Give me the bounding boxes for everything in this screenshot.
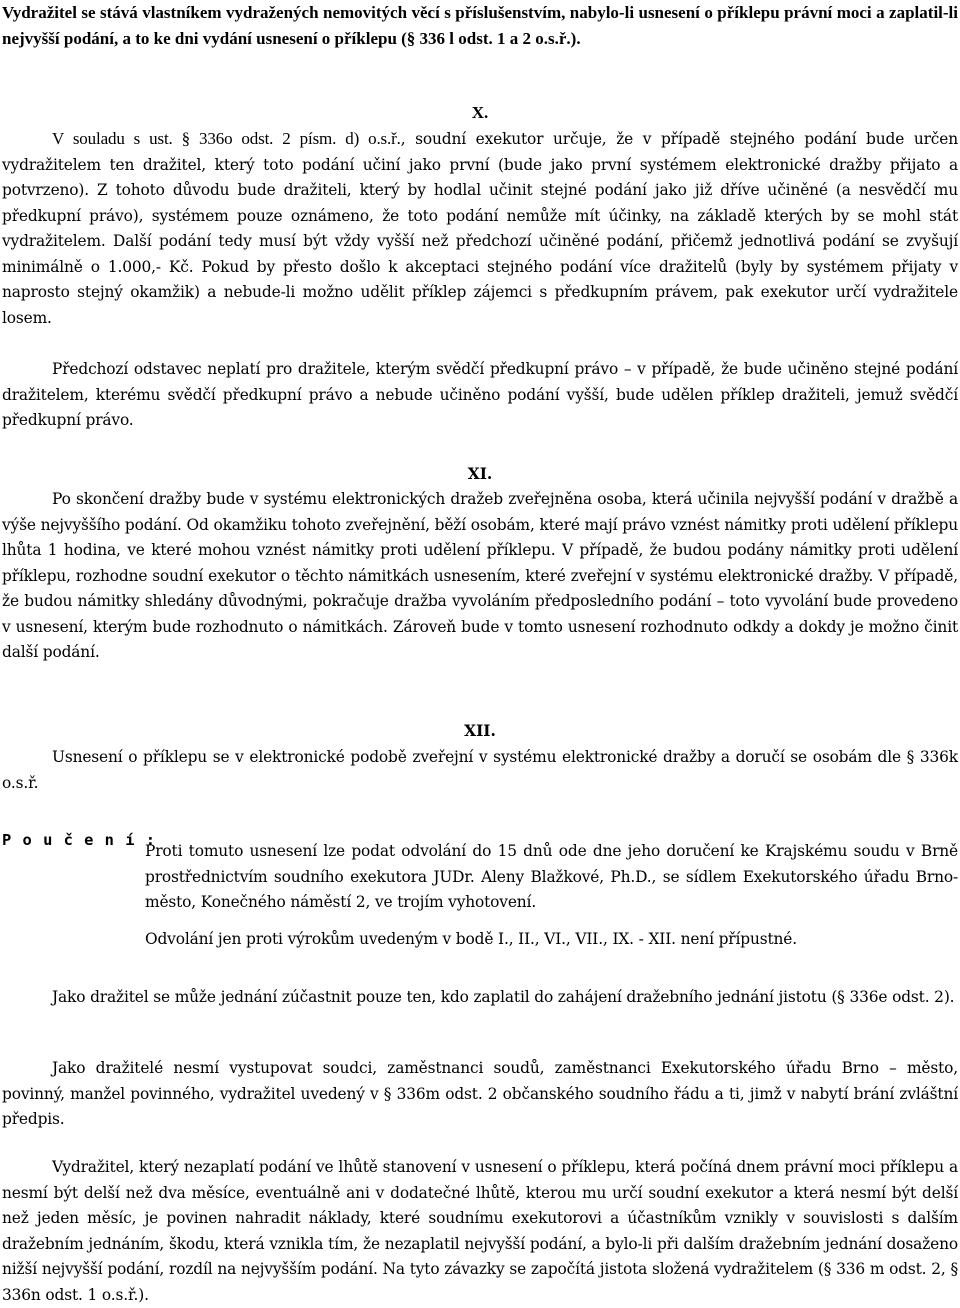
section-x-text: , soudní exekutor určuje, že v případě stejného podání bude určen vydražitelem ten dražitel, který toto podání učiní jako první (bude jako první systémem elektronické dražby přijato a potvrzeno). Z tohoto důvodu bude dražiteli, který by hodlal učinit stejné podání jako již dříve učiněné (a nesvědčí mu předkupní právo), systémem pouze oznámeno, že toto podání nemůže mít účinky, na základě kterých by se mohl stát vydražitelem. Další podání tedy musí být vždy vyšší než předchozí učiněné podání, přičemž jednotlivá podání se zvyšují minimálně o 1.000,- Kč. Pokud by přesto došlo k akceptaci stejného podání více dražitelů (byly by systémem přijaty v naprosto stejný okamžik) a nebude-li možno udělit příklep zájemci s předkupním právem, pak exekutor určí vydražitele losem. — [2, 130, 958, 327]
section-x-intro: V souladu s ust. § 336o odst. 2 písm. d) o.s.ř. — [52, 129, 401, 148]
ownership-paragraph: Vydražitel se stává vlastníkem vydražených nemovitých věcí s příslušenstvím, nabylo-li usnesení o příklepu právní moci a zaplatil-li nejvyšší podání, a to ke dni vydání usnesení o příklepu (§ 336 l odst. 1 a 2 o.s.ř.). — [2, 3, 958, 48]
section-x-paragraph — [2, 126, 958, 331]
section-x-heading: X. — [471, 103, 489, 122]
closing-paragraph-1: Jako dražitel se může jednání zúčastnit pouze ten, kdo zaplatil do zahájení dražebního jednání jistotu (§ 336e odst. 2). — [52, 988, 955, 1006]
notice-label: P o u č e n í : — [2, 831, 156, 849]
section-xi-paragraph: Po skončení dražby bude v systému elektronických dražeb zveřejněna osoba, která učinila nejvyšší podání v dražbě a výše nejvyššího podání. Od okamžiku tohoto zveřejnění, běží osobám, které mají právo vznést námitky proti udělení příklepu lhůta 1 hodina, ve které mohou vznést námitky proti udělení příklepu. V případě, že budou podány námitky proti udělení příklepu, rozhodne soudní exekutor o těchto námitkách usnesením, které zveřejní v systému elektronické dražby. V případě, že budou námitky shledány důvodnými, pokračuje dražba vyvoláním předposledního podání – toto vyvolání bude provedeno v usnesení, kterým bude rozhodnuto o námitkách. Zároveň bude v tomto usnesení rozhodnuto odkdy a dokdy je možno činit další podání. — [2, 490, 958, 661]
section-xi-heading: XI. — [467, 465, 493, 483]
section-xii-heading: XII. — [464, 722, 496, 740]
notice-text: Proti tomuto usnesení lze podat odvolání do 15 dnů ode dne jeho doručení ke Krajskému soudu v Brně prostřednictvím soudního exekutora JUDr. Aleny Blažkové, Ph.D., se sídlem Exekutorského úřadu Brno-město, Konečného náměstí 2, ve trojím vyhotovení. — [145, 842, 958, 912]
section-x-paragraph-2: Předchozí odstavec neplatí pro dražitele, kterým svědčí předkupní právo – v případě, že bude učiněno stejné podání dražitelem, kterému svědčí předkupní právo a nebude učiněno podání vyšší, bude udělen příklep dražiteli, jemuž svědčí předkupní právo. — [2, 360, 958, 429]
notice-text-2: Odvolání jen proti výrokům uvedeným v bodě I., II., VI., VII., IX. - XII. není přípustné. — [145, 930, 797, 949]
closing-paragraph-2: Jako dražitelé nesmí vystupovat soudci, zaměstnanci soudů, zaměstnanci Exekutorského úřadu Brno – město, povinný, manžel povinného, vydražitel uvedený v § 336m odst. 2 občanského soudního řádu a ti, jimž v nabytí brání zvláštní předpis. — [2, 1059, 958, 1128]
section-xii-paragraph: Usnesení o příklepu se v elektronické podobě zveřejní v systému elektronické dražby a doručí se osobám dle § 336k o.s.ř. — [2, 748, 958, 792]
closing-paragraph-3: Vydražitel, který nezaplatí podání ve lhůtě stanovení v usnesení o příklepu, která počíná dnem právní moci příklepu a nesmí být delší než dva měsíce, eventuálně ani v dodatečné lhůtě, kterou mu určí soudní exekutor a která nesmí být delší než jeden měsíc, je povinen nahradit náklady, které soudnímu exekutorovi a účastníkům vznikly v souvislosti s dalším dražebním jednáním, škodu, která vznikla tím, že nezaplatil nejvyšší podání, a bylo-li při dalším dražebním jednání dosaženo nižší nejvyšší podání, rozdíl na nejvyšším podání. Na tyto závazky se započítá jistota složená vydražitelem (§ 336 m odst. 2, § 336n odst. 1 o.s.ř.). — [2, 1158, 958, 1304]
